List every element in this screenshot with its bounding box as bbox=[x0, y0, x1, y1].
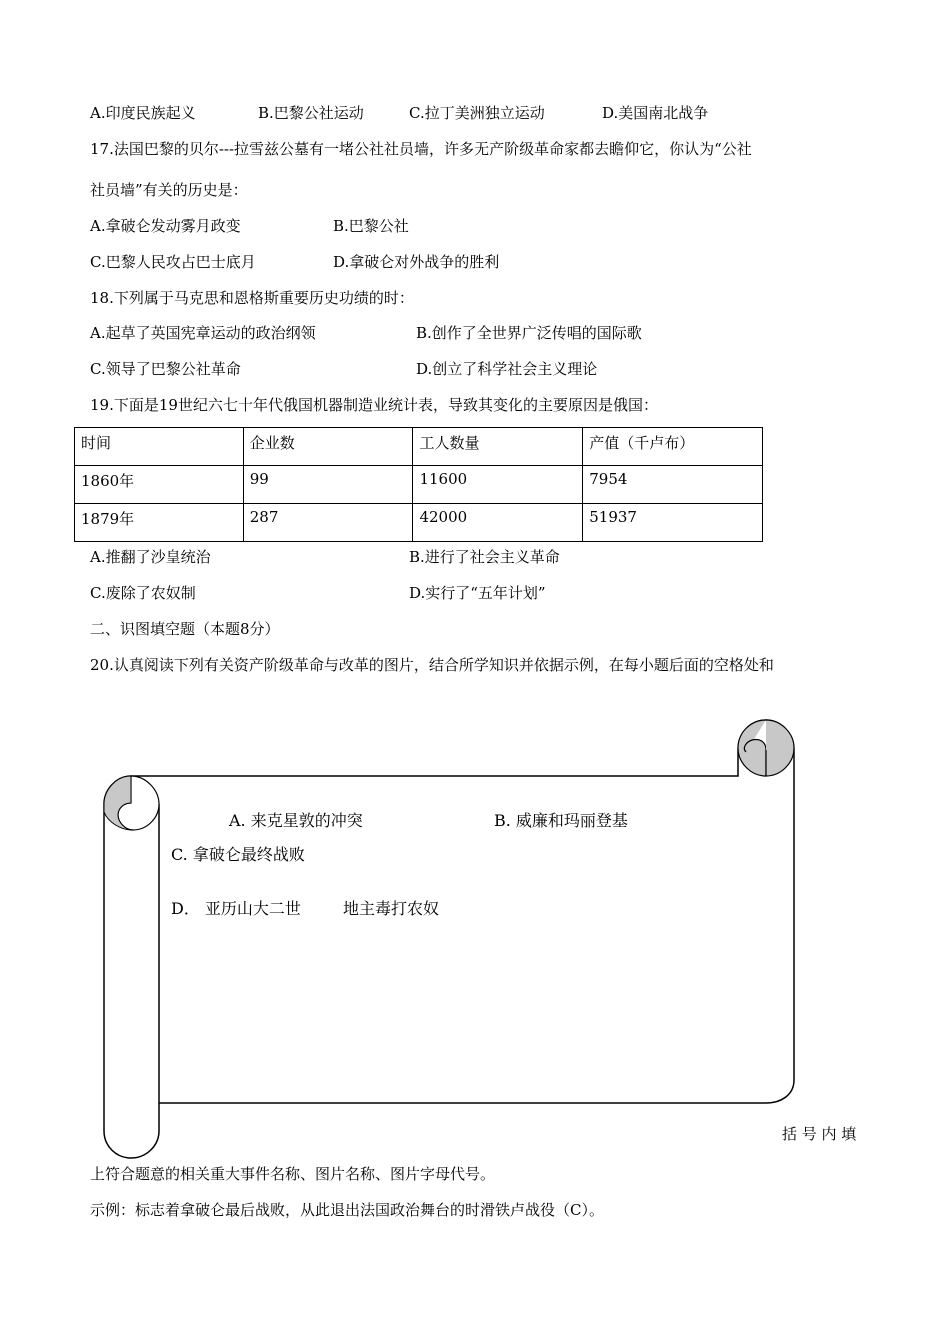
table-header-cell: 企业数 bbox=[243, 428, 413, 466]
q18-option-b: B.创作了全世界广泛传唱的国际歌 bbox=[416, 324, 642, 342]
q17-option-d: D.拿破仑对外战争的胜利 bbox=[333, 253, 500, 271]
q18-option-c: C.领导了巴黎公社革命 bbox=[90, 360, 241, 378]
q19-option-a: A.推翻了沙皇统治 bbox=[90, 548, 211, 566]
table-cell: 7954 bbox=[583, 466, 763, 504]
scroll-item-c: C. 拿破仑最终战败 bbox=[171, 845, 305, 864]
q20-stem-line2: 上符合题意的相关重大事件名称、图片名称、图片字母代号。 bbox=[90, 1165, 496, 1183]
q18-option-a: A.起草了英国宪章运动的政治纲领 bbox=[90, 324, 316, 342]
q19-option-c: C.废除了农奴制 bbox=[90, 584, 196, 602]
q17-stem-line2: 社员墙”有关的历史是： bbox=[90, 181, 248, 199]
q19-option-b: B.进行了社会主义革命 bbox=[409, 548, 560, 566]
scroll-item-a: A. 来克星敦的冲突 bbox=[229, 811, 363, 830]
table-cell: 51937 bbox=[583, 504, 763, 542]
table-cell: 11600 bbox=[413, 466, 583, 504]
q19-stem: 19.下面是19世纪六七十年代俄国机器制造业统计表，导致其变化的主要原因是俄国： bbox=[90, 396, 658, 414]
q16-option-a: A.印度民族起义 bbox=[90, 104, 196, 122]
table-cell: 287 bbox=[243, 504, 413, 542]
table-cell: 99 bbox=[243, 466, 413, 504]
table-cell: 1879年 bbox=[75, 504, 244, 542]
table-header-cell: 产值（千卢布） bbox=[583, 428, 763, 466]
q17-option-c: C.巴黎人民攻占巴士底月 bbox=[90, 253, 256, 271]
table-cell: 42000 bbox=[413, 504, 583, 542]
table-cell: 1860年 bbox=[75, 466, 244, 504]
q20-example: 示例：标志着拿破仑最后战败，从此退出法国政治舞台的时滑铁卢战役（C）。 bbox=[90, 1201, 604, 1219]
section2-title: 二、识图填空题（本题8分） bbox=[90, 620, 280, 638]
table-header-cell: 时间 bbox=[75, 428, 244, 466]
q19-option-d: D.实行了“五年计划” bbox=[409, 584, 546, 602]
q17-option-a: A.拿破仑发动雾月政变 bbox=[90, 217, 241, 235]
q16-option-d: D.美国南北战争 bbox=[602, 104, 709, 122]
scroll-item-d: D． 亚历山大二世 bbox=[171, 899, 301, 918]
q20-stem-line1: 20.认真阅读下列有关资产阶级革命与改革的图片，结合所学知识并依据示例，在每小题后面的空格处和 bbox=[90, 656, 774, 674]
scroll-item-d-caption: 地主毒打农奴 bbox=[343, 899, 440, 918]
q18-option-d: D.创立了科学社会主义理论 bbox=[416, 360, 598, 378]
q16-option-b: B.巴黎公社运动 bbox=[258, 104, 364, 122]
q17-stem-line1: 17.法国巴黎的贝尔---拉雪兹公墓有一堵公社社员墙，许多无产阶级革命家都去瞻仰它，你认为“公社 bbox=[90, 140, 752, 158]
table-header-cell: 工人数量 bbox=[413, 428, 583, 466]
q18-stem: 18.下列属于马克思和恩格斯重要历史功绩的时： bbox=[90, 289, 414, 307]
q17-option-b: B.巴黎公社 bbox=[333, 217, 409, 235]
q20-right-note: 括 号 内 填 bbox=[782, 1125, 857, 1143]
scroll-item-b: B. 威廉和玛丽登基 bbox=[494, 811, 628, 830]
q16-option-c: C.拉丁美洲独立运动 bbox=[409, 104, 545, 122]
